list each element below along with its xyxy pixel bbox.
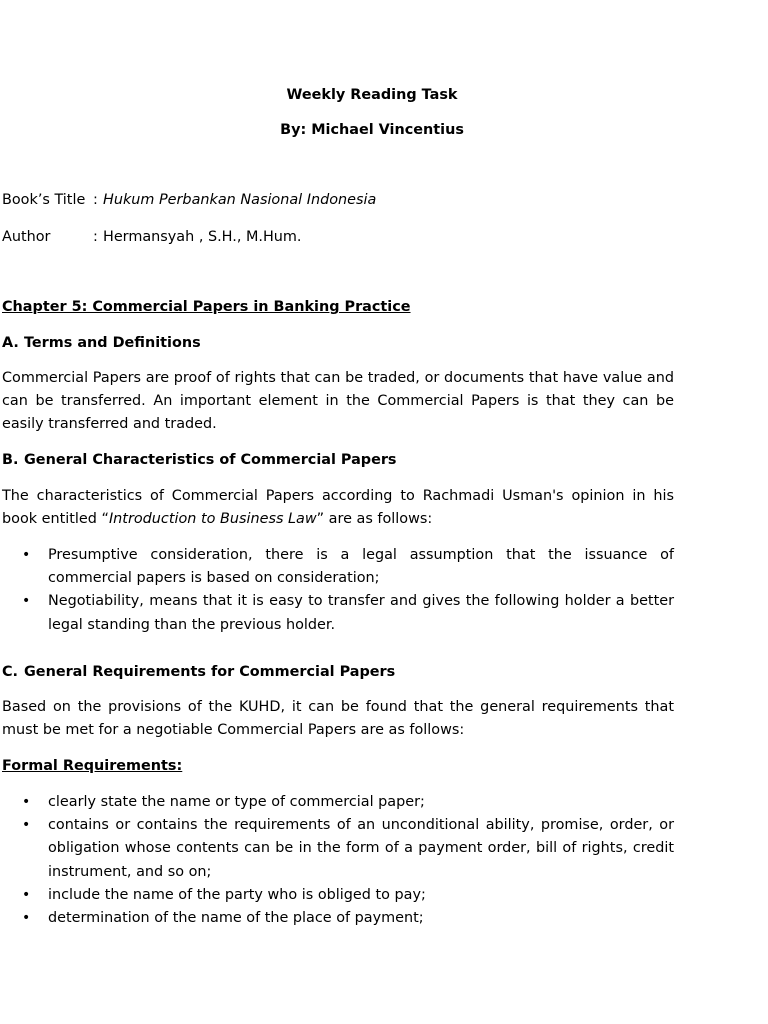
- section-b-letter: B.: [2, 452, 19, 468]
- bullet-icon: •: [22, 794, 31, 810]
- section-b-heading: [2, 450, 397, 470]
- section-b-book-reference: Introduction to Business Law: [108, 511, 317, 528]
- bullet-icon: •: [22, 910, 31, 927]
- section-c-paragraph: Based on the provisions of the KUHD, it can be found that the general requirements that must be met for a negotiable Commercial Papers are as follows:: [2, 699, 674, 739]
- author-separator: :: [93, 229, 98, 245]
- list-item-text: clearly state the name or type of commercial paper;: [48, 794, 425, 810]
- section-b-intro-end: ” are as follows:: [316, 511, 433, 528]
- list-item-text: Presumptive consideration, there is a legal assumption that the issuance of commercial papers is based on consideration;: [48, 547, 674, 587]
- book-title-row: [2, 190, 376, 210]
- section-b-title: General Characteristics of Commercial Papers: [24, 452, 397, 468]
- author-label: Author: [2, 229, 51, 245]
- author-value: Hermansyah , S.H., M.Hum.: [103, 229, 302, 245]
- book-title-label: Book’s Title: [2, 192, 86, 208]
- bullet-icon: •: [22, 593, 31, 610]
- list-item-text: Negotiability, means that it is easy to transfer and gives the following holder a better legal standing than the previous holder.: [48, 593, 674, 633]
- book-title-value: Hukum Perbankan Nasional Indonesia: [103, 192, 377, 208]
- list-item: [2, 791, 674, 814]
- author-row: [2, 227, 302, 247]
- bullet-icon: •: [22, 547, 31, 563]
- bullet-icon: •: [22, 817, 31, 834]
- section-c-letter: C.: [2, 664, 19, 680]
- section-a-title: Terms and Definitions: [24, 335, 201, 351]
- bullet-icon: •: [22, 886, 31, 903]
- list-item: [2, 590, 674, 636]
- list-item-text: determination of the name of the place of payment;: [48, 910, 424, 927]
- list-item: [2, 884, 674, 907]
- book-title-separator: :: [93, 192, 98, 208]
- chapter-heading: Chapter 5: Commercial Papers in Banking Practice: [2, 299, 411, 315]
- section-b-intro: [2, 485, 674, 531]
- list-item-text: contains or contains the requirements of an unconditional ability, promise, order, or obligation whose contents can be in the form of a payment order, bill of rights, credit instrument, and so on;: [48, 817, 674, 880]
- section-b-bullet-list: [2, 544, 674, 637]
- section-b-intro-start: The characteristics of Commercial Papers according to Rachmadi Usman's opinion in his book entitled “: [2, 488, 674, 528]
- document-byline: By: Michael Vincentius: [280, 122, 464, 138]
- section-a-heading: [2, 333, 201, 353]
- list-item: [2, 814, 674, 884]
- document-title: Weekly Reading Task: [286, 87, 458, 103]
- section-c-bullet-list: [2, 791, 674, 930]
- list-item-text: include the name of the party who is obliged to pay;: [48, 886, 426, 903]
- section-c-title: General Requirements for Commercial Papers: [24, 664, 396, 680]
- formal-requirements-heading: Formal Requirements:: [2, 758, 183, 774]
- section-c-heading: [2, 662, 395, 682]
- section-a-paragraph: Commercial Papers are proof of rights that can be traded, or documents that have value and can be transferred. An important element in the Commercial Papers is that they can be easily transferred and traded.: [2, 370, 674, 433]
- section-a-letter: A.: [2, 335, 19, 351]
- list-item: [2, 907, 674, 930]
- list-item: [2, 544, 674, 590]
